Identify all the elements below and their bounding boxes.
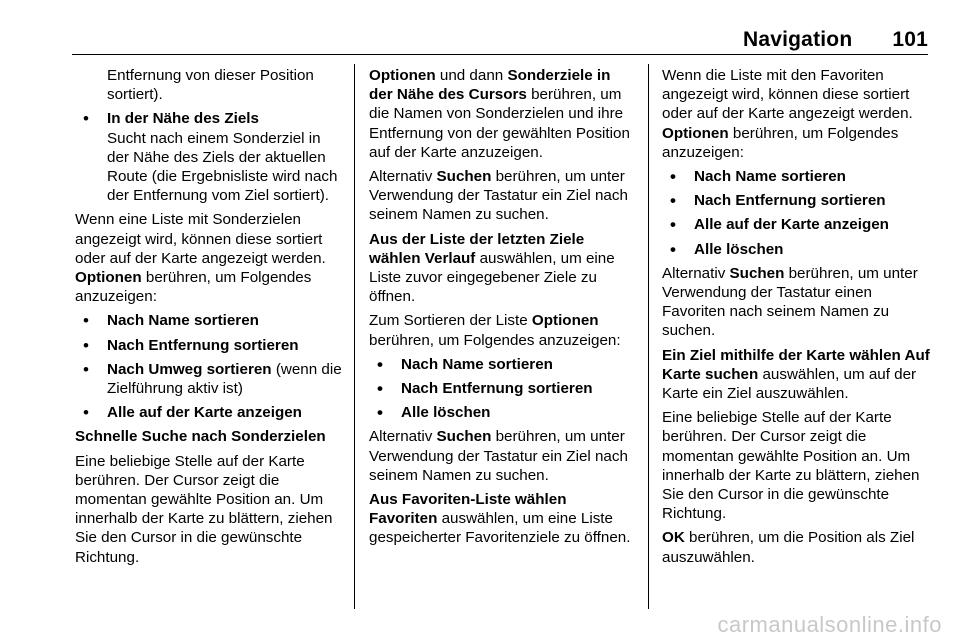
paragraph: Alternativ Suchen berühren, um unter Verwendung der Tastatur ein Ziel nach seinem Namen zu suchen. [369, 168, 628, 224]
list-item: • Alle auf der Karte anzeigen [662, 215, 930, 234]
list-item: • Alle löschen [369, 403, 635, 422]
column-divider-2 [648, 64, 649, 609]
paragraph: Eine beliebige Stelle auf der Karte berühren. Der Cursor zeigt die momentan gewählte Position an. Um innerhalb der Karte zu blättern, ziehen Sie den Cursor in die gewünschte Richtung. [75, 452, 333, 566]
section-heading: Schnelle Suche nach Sonderzielen [75, 428, 326, 446]
paragraph: Aus der Liste der letzten Ziele wählen Verlauf auswählen, um eine Liste zuvor eingegebener Ziele zu öffnen. [369, 230, 615, 306]
optionen-term: Optionen [75, 269, 142, 287]
continued-text: Entfernung von dieser Position sortiert). [107, 67, 314, 104]
sort-options-list [369, 355, 635, 423]
paragraph: Wenn eine Liste mit Sonderzielen angezeigt wird, können diese sortiert oder auf der Karte angezeigt werden. Optionen berühren, um Folgendes anzuzeigen: [75, 211, 326, 306]
favorites-options-list [662, 167, 930, 259]
list-item: • Nach Entfernung sortieren [75, 336, 345, 355]
paragraph: OK berühren, um die Position als Ziel auszuwählen. [662, 529, 915, 566]
paragraph: Alternativ Suchen berühren, um unter Verwendung der Tastatur einen Favoriten nach seinem Namen zu suchen. [662, 264, 918, 340]
column-3 [662, 66, 930, 572]
paragraph: Alternativ Suchen berühren, um unter Verwendung der Tastatur ein Ziel nach seinem Namen zu suchen. [369, 428, 628, 484]
bullet-description: Sucht nach einem Sonderziel in der Nähe des Ziels der aktuellen Route (die Ergebnisliste wird nach der Entfernung vom Ziel sortiert). [107, 129, 338, 205]
list-item: • Nach Entfernung sortieren [662, 191, 930, 210]
list-item: • Alle löschen [662, 240, 930, 259]
page-header [743, 28, 928, 52]
column-divider-1 [354, 64, 355, 609]
bullet-label: In der Nähe des Ziels [107, 110, 259, 128]
section-heading: Aus Favoriten-Liste wählen Favoriten [369, 491, 567, 528]
section-heading: Aus der Liste der letzten Ziele wählen Verlauf [369, 230, 585, 267]
list-item: • Nach Umweg sortieren (wenn die Zielführung aktiv ist) [75, 360, 345, 398]
column-2 [369, 66, 635, 553]
paragraph: Ein Ziel mithilfe der Karte wählen Auf Karte suchen auswählen, um auf der Karte ein Ziel auszuwählen. [662, 346, 930, 403]
list-item: • Nach Name sortieren [75, 311, 345, 330]
list-item: • Nach Name sortieren [662, 167, 930, 186]
paragraph: Zum Sortieren der Liste Optionen berühren, um Folgendes anzuzeigen: [369, 312, 621, 349]
list-item: • Nach Name sortieren [369, 355, 635, 374]
list-item: • Nach Entfernung sortieren [369, 379, 635, 398]
paragraph: Wenn die Liste mit den Favoriten angezeigt wird, können diese sortiert oder auf der Karte angezeigt werden. Optionen berühren, um Folgendes anzuzeigen: [662, 67, 913, 161]
sort-options-list [75, 311, 345, 422]
paragraph: Optionen und dann Sonderziele in der Nähe des Cursors berühren, um die Namen von Sonderzielen und ihre Entfernung von der gewählten Position auf der Karte anzuzeigen. [369, 67, 630, 161]
list-item: • Alle auf der Karte anzeigen [75, 403, 345, 422]
header-rule [72, 54, 928, 55]
near-destination-list [75, 109, 345, 205]
section-heading: Ein Ziel mithilfe der Karte wählen Auf Karte suchen [662, 346, 930, 383]
page-title: Navigation [743, 28, 853, 51]
page-number: 101 [892, 28, 928, 51]
paragraph: Aus Favoriten-Liste wählen Favoriten auswählen, um eine Liste gespeicherter Favoritenziele zu öffnen. [369, 491, 631, 547]
paragraph: Eine beliebige Stelle auf der Karte berühren. Der Cursor zeigt die momentan gewählte Position an. Um innerhalb der Karte zu blättern, ziehen Sie den Cursor in die gewünschte Richtung. [662, 409, 920, 523]
watermark: carmanualsonline.info [717, 612, 942, 637]
list-item [75, 109, 345, 205]
column-1 [75, 66, 345, 572]
